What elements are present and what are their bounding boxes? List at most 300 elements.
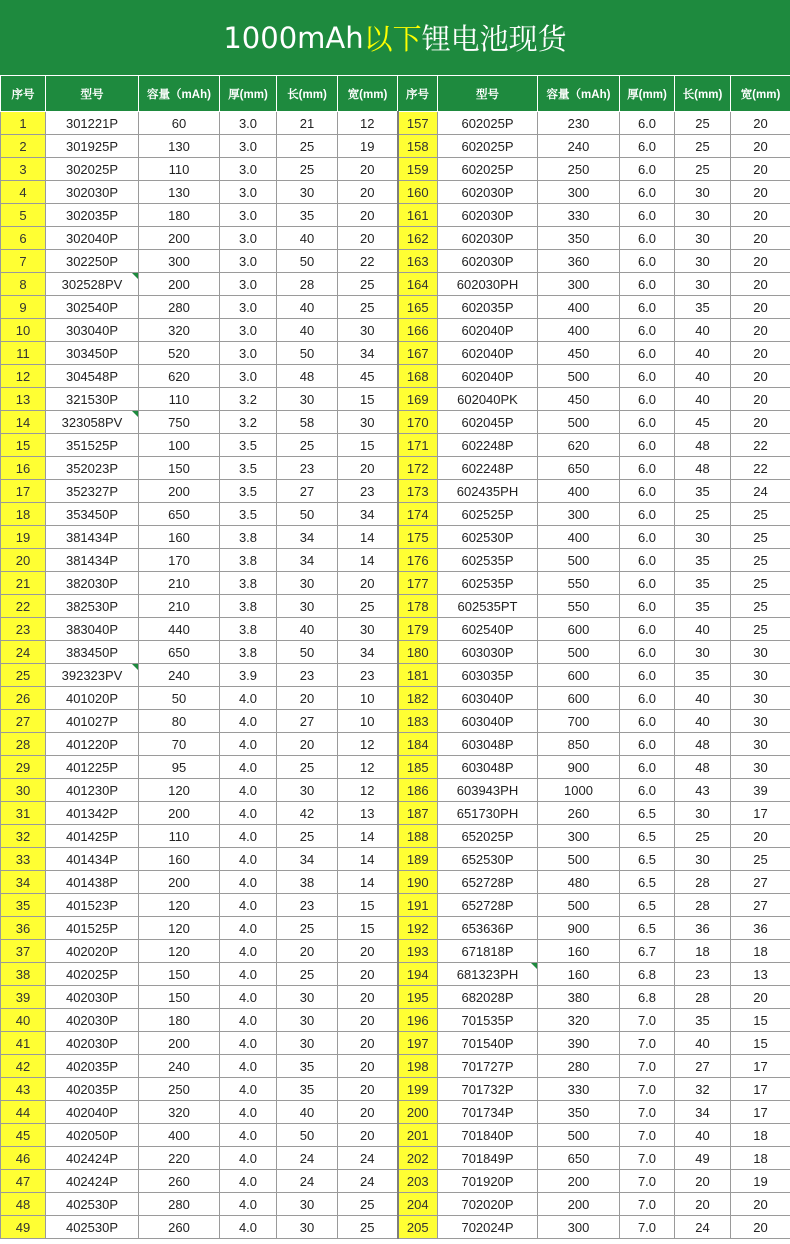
right-length-cell: 25 — [675, 112, 731, 135]
table-row — [1, 227, 790, 250]
right-length-cell: 40 — [675, 319, 731, 342]
right-width-cell: 27 — [731, 894, 790, 917]
left-model-text: 402035P — [65, 1081, 119, 1097]
right-length-cell: 48 — [675, 756, 731, 779]
table-row — [1, 1147, 790, 1170]
left-thickness-cell: 3.0 — [220, 112, 277, 135]
right-index-cell: 170 — [398, 411, 438, 434]
right-model-cell — [438, 687, 538, 710]
right-model-cell — [438, 1032, 538, 1055]
right-model-cell — [438, 296, 538, 319]
left-width-cell: 20 — [338, 1032, 398, 1055]
left-capacity-cell: 160 — [139, 526, 220, 549]
right-model-cell — [438, 181, 538, 204]
right-model-cell — [438, 641, 538, 664]
right-model-text: 602040PK — [457, 391, 518, 407]
right-thickness-cell: 6.0 — [620, 319, 675, 342]
left-thickness-cell: 4.0 — [220, 917, 277, 940]
table-row — [1, 802, 790, 825]
right-index-cell: 168 — [398, 365, 438, 388]
right-thickness-cell: 7.0 — [620, 1032, 675, 1055]
left-width-cell: 20 — [338, 572, 398, 595]
right-width-cell: 25 — [731, 526, 790, 549]
right-thickness-cell: 6.0 — [620, 342, 675, 365]
right-length-cell: 35 — [675, 480, 731, 503]
right-capacity-cell: 350 — [538, 1101, 620, 1124]
left-thickness-cell: 4.0 — [220, 871, 277, 894]
right-thickness-cell: 6.0 — [620, 549, 675, 572]
table-row — [1, 135, 790, 158]
right-capacity-cell: 450 — [538, 388, 620, 411]
left-thickness-cell: 3.0 — [220, 227, 277, 250]
left-width-cell: 34 — [338, 342, 398, 365]
left-index-cell: 6 — [1, 227, 46, 250]
left-index-cell: 32 — [1, 825, 46, 848]
right-length-cell: 48 — [675, 457, 731, 480]
left-index-cell: 24 — [1, 641, 46, 664]
left-length-cell: 50 — [277, 641, 338, 664]
right-thickness-cell: 6.0 — [620, 779, 675, 802]
right-width-cell: 18 — [731, 940, 790, 963]
left-thickness-cell: 4.0 — [220, 848, 277, 871]
right-index-cell: 193 — [398, 940, 438, 963]
right-width-cell: 17 — [731, 1055, 790, 1078]
right-width-cell: 25 — [731, 549, 790, 572]
right-index-cell: 201 — [398, 1124, 438, 1147]
right-model-cell — [438, 273, 538, 296]
right-model-cell — [438, 135, 538, 158]
left-capacity-cell: 110 — [139, 388, 220, 411]
right-width-cell: 18 — [731, 1147, 790, 1170]
right-model-text: 602025P — [461, 115, 514, 131]
table-row — [1, 572, 790, 595]
table-row — [1, 434, 790, 457]
left-model-cell — [46, 802, 139, 825]
right-index-cell: 205 — [398, 1216, 438, 1239]
right-length-cell: 30 — [675, 204, 731, 227]
right-width-cell: 20 — [731, 1193, 790, 1216]
right-thickness-cell: 6.5 — [620, 871, 675, 894]
left-index-cell: 34 — [1, 871, 46, 894]
left-capacity-cell: 210 — [139, 595, 220, 618]
right-length-cell: 23 — [675, 963, 731, 986]
right-length-cell: 43 — [675, 779, 731, 802]
right-index-cell: 158 — [398, 135, 438, 158]
right-capacity-cell: 300 — [538, 1216, 620, 1239]
battery-stock-table — [0, 75, 790, 1239]
right-index-cell: 165 — [398, 296, 438, 319]
right-capacity-cell: 400 — [538, 526, 620, 549]
left-index-cell: 41 — [1, 1032, 46, 1055]
left-capacity-cell: 440 — [139, 618, 220, 641]
left-model-cell — [46, 434, 139, 457]
right-length-cell: 27 — [675, 1055, 731, 1078]
left-model-cell — [46, 710, 139, 733]
right-model-text: 603040P — [461, 690, 514, 706]
header-capacity: 容量（mAh) — [139, 76, 220, 112]
right-model-text: 702024P — [461, 1219, 514, 1235]
left-index-cell: 38 — [1, 963, 46, 986]
right-index-cell: 199 — [398, 1078, 438, 1101]
right-thickness-cell: 6.0 — [620, 457, 675, 480]
right-width-cell: 25 — [731, 572, 790, 595]
right-model-text: 682028P — [461, 989, 514, 1005]
left-model-text: 352327P — [65, 483, 119, 499]
left-width-cell: 20 — [338, 1078, 398, 1101]
left-length-cell: 40 — [277, 227, 338, 250]
right-model-text: 602030P — [461, 184, 514, 200]
right-model-cell — [438, 112, 538, 135]
left-width-cell: 34 — [338, 503, 398, 526]
right-model-text: 701727P — [461, 1058, 514, 1074]
right-width-cell: 30 — [731, 733, 790, 756]
left-model-text: 352023P — [65, 460, 119, 476]
right-thickness-cell: 6.0 — [620, 756, 675, 779]
table-row — [1, 549, 790, 572]
right-index-cell: 166 — [398, 319, 438, 342]
left-capacity-cell: 95 — [139, 756, 220, 779]
left-thickness-cell: 3.8 — [220, 549, 277, 572]
left-length-cell: 24 — [277, 1147, 338, 1170]
left-capacity-cell: 650 — [139, 641, 220, 664]
left-model-cell — [46, 365, 139, 388]
right-capacity-cell: 330 — [538, 204, 620, 227]
left-model-cell — [46, 388, 139, 411]
left-thickness-cell: 3.0 — [220, 135, 277, 158]
left-thickness-cell: 4.0 — [220, 963, 277, 986]
table-row — [1, 181, 790, 204]
right-width-cell: 20 — [731, 296, 790, 319]
left-length-cell: 21 — [277, 112, 338, 135]
right-thickness-cell: 6.0 — [620, 572, 675, 595]
left-capacity-cell: 150 — [139, 963, 220, 986]
left-thickness-cell: 4.0 — [220, 687, 277, 710]
left-length-cell: 34 — [277, 526, 338, 549]
right-model-text: 602435PH — [456, 483, 519, 499]
left-width-cell: 20 — [338, 204, 398, 227]
right-index-cell: 178 — [398, 595, 438, 618]
left-length-cell: 30 — [277, 1193, 338, 1216]
right-model-text: 602248P — [461, 437, 514, 453]
right-length-cell: 30 — [675, 227, 731, 250]
table-row — [1, 940, 790, 963]
table-row — [1, 273, 790, 296]
right-thickness-cell: 7.0 — [620, 1009, 675, 1032]
left-model-cell — [46, 296, 139, 319]
left-length-cell: 40 — [277, 618, 338, 641]
left-width-cell: 20 — [338, 940, 398, 963]
right-index-cell: 175 — [398, 526, 438, 549]
left-model-cell — [46, 595, 139, 618]
table-row — [1, 825, 790, 848]
left-thickness-cell: 4.0 — [220, 1124, 277, 1147]
right-model-cell — [438, 503, 538, 526]
right-capacity-cell: 360 — [538, 250, 620, 273]
right-model-text: 652728P — [461, 874, 514, 890]
left-thickness-cell: 3.8 — [220, 526, 277, 549]
left-width-cell: 15 — [338, 434, 398, 457]
left-length-cell: 50 — [277, 1124, 338, 1147]
left-model-text: 401220P — [65, 736, 119, 752]
left-model-text: 302030P — [65, 184, 119, 200]
comment-marker-icon — [132, 411, 138, 417]
left-model-cell — [46, 503, 139, 526]
right-index-cell: 161 — [398, 204, 438, 227]
left-width-cell: 15 — [338, 388, 398, 411]
left-capacity-cell: 200 — [139, 871, 220, 894]
right-index-cell: 186 — [398, 779, 438, 802]
right-capacity-cell: 200 — [538, 1170, 620, 1193]
right-thickness-cell: 6.0 — [620, 204, 675, 227]
right-model-text: 701920P — [461, 1173, 514, 1189]
right-capacity-cell: 320 — [538, 1009, 620, 1032]
left-index-cell: 13 — [1, 388, 46, 411]
right-index-cell: 176 — [398, 549, 438, 572]
left-length-cell: 25 — [277, 825, 338, 848]
right-model-text: 702020P — [461, 1196, 514, 1212]
right-model-cell — [438, 1216, 538, 1239]
left-index-cell: 28 — [1, 733, 46, 756]
left-model-text: 381434P — [65, 552, 119, 568]
left-index-cell: 42 — [1, 1055, 46, 1078]
left-length-cell: 30 — [277, 1216, 338, 1239]
left-width-cell: 25 — [338, 595, 398, 618]
left-capacity-cell: 400 — [139, 1124, 220, 1147]
left-length-cell: 30 — [277, 986, 338, 1009]
right-index-cell: 163 — [398, 250, 438, 273]
right-capacity-cell: 350 — [538, 227, 620, 250]
right-length-cell: 25 — [675, 158, 731, 181]
right-width-cell: 30 — [731, 687, 790, 710]
right-model-text: 653636P — [461, 920, 514, 936]
left-model-text: 402424P — [65, 1150, 119, 1166]
left-thickness-cell: 4.0 — [220, 1101, 277, 1124]
right-index-cell: 195 — [398, 986, 438, 1009]
right-width-cell: 20 — [731, 342, 790, 365]
left-model-cell — [46, 1124, 139, 1147]
left-model-text: 402025P — [65, 966, 119, 982]
left-index-cell: 2 — [1, 135, 46, 158]
right-index-cell: 162 — [398, 227, 438, 250]
left-thickness-cell: 3.8 — [220, 618, 277, 641]
left-model-cell — [46, 204, 139, 227]
right-capacity-cell: 280 — [538, 1055, 620, 1078]
right-index-cell: 177 — [398, 572, 438, 595]
right-index-cell: 164 — [398, 273, 438, 296]
left-index-cell: 17 — [1, 480, 46, 503]
left-model-cell — [46, 940, 139, 963]
left-model-text: 401525P — [65, 920, 119, 936]
right-width-cell: 13 — [731, 963, 790, 986]
left-model-cell — [46, 572, 139, 595]
right-width-cell: 30 — [731, 710, 790, 733]
right-length-cell: 20 — [675, 1193, 731, 1216]
right-model-cell — [438, 549, 538, 572]
right-index-cell: 167 — [398, 342, 438, 365]
table-row — [1, 250, 790, 273]
left-index-cell: 33 — [1, 848, 46, 871]
right-model-text: 603035P — [461, 667, 514, 683]
right-width-cell: 30 — [731, 756, 790, 779]
table-row — [1, 296, 790, 319]
right-thickness-cell: 6.8 — [620, 963, 675, 986]
right-width-cell: 15 — [731, 1009, 790, 1032]
left-index-cell: 3 — [1, 158, 46, 181]
left-index-cell: 21 — [1, 572, 46, 595]
right-index-cell: 185 — [398, 756, 438, 779]
left-model-cell — [46, 480, 139, 503]
left-length-cell: 20 — [277, 687, 338, 710]
right-model-cell — [438, 204, 538, 227]
left-capacity-cell: 170 — [139, 549, 220, 572]
right-model-cell — [438, 526, 538, 549]
right-thickness-cell: 6.0 — [620, 227, 675, 250]
right-capacity-cell: 400 — [538, 296, 620, 319]
right-model-cell — [438, 457, 538, 480]
right-width-cell: 25 — [731, 503, 790, 526]
left-width-cell: 19 — [338, 135, 398, 158]
left-model-text: 401020P — [65, 690, 119, 706]
left-model-cell — [46, 1147, 139, 1170]
left-width-cell: 20 — [338, 986, 398, 1009]
left-width-cell: 20 — [338, 1009, 398, 1032]
comment-marker-icon — [132, 273, 138, 279]
right-model-text: 603048P — [461, 736, 514, 752]
right-width-cell: 30 — [731, 664, 790, 687]
right-capacity-cell: 500 — [538, 1124, 620, 1147]
right-index-cell: 190 — [398, 871, 438, 894]
left-length-cell: 42 — [277, 802, 338, 825]
right-index-cell: 169 — [398, 388, 438, 411]
left-length-cell: 40 — [277, 319, 338, 342]
left-capacity-cell: 620 — [139, 365, 220, 388]
right-model-text: 603030P — [461, 644, 514, 660]
left-model-text: 402030P — [65, 1035, 119, 1051]
left-index-cell: 46 — [1, 1147, 46, 1170]
right-thickness-cell: 6.0 — [620, 687, 675, 710]
right-length-cell: 35 — [675, 572, 731, 595]
header-index: 序号 — [1, 76, 46, 112]
left-length-cell: 30 — [277, 572, 338, 595]
right-thickness-cell: 6.0 — [620, 503, 675, 526]
left-index-cell: 40 — [1, 1009, 46, 1032]
right-width-cell: 17 — [731, 1078, 790, 1101]
left-width-cell: 23 — [338, 664, 398, 687]
left-thickness-cell: 4.0 — [220, 802, 277, 825]
left-length-cell: 58 — [277, 411, 338, 434]
right-length-cell: 25 — [675, 135, 731, 158]
table-row — [1, 1055, 790, 1078]
left-width-cell: 12 — [338, 779, 398, 802]
left-model-text: 401434P — [65, 851, 119, 867]
left-capacity-cell: 300 — [139, 250, 220, 273]
right-capacity-cell: 240 — [538, 135, 620, 158]
right-thickness-cell: 6.0 — [620, 664, 675, 687]
left-length-cell: 50 — [277, 250, 338, 273]
left-capacity-cell: 130 — [139, 181, 220, 204]
left-model-cell — [46, 411, 139, 434]
left-model-cell — [46, 457, 139, 480]
right-capacity-cell: 600 — [538, 618, 620, 641]
right-thickness-cell: 6.8 — [620, 986, 675, 1009]
left-width-cell: 15 — [338, 894, 398, 917]
right-model-text: 602030P — [461, 230, 514, 246]
right-thickness-cell: 6.0 — [620, 411, 675, 434]
right-thickness-cell: 6.0 — [620, 595, 675, 618]
table-row — [1, 687, 790, 710]
right-model-cell — [438, 618, 538, 641]
right-capacity-cell: 650 — [538, 457, 620, 480]
left-model-cell — [46, 986, 139, 1009]
left-length-cell: 28 — [277, 273, 338, 296]
right-thickness-cell: 6.0 — [620, 434, 675, 457]
left-model-text: 383040P — [65, 621, 119, 637]
left-capacity-cell: 160 — [139, 848, 220, 871]
left-thickness-cell: 4.0 — [220, 710, 277, 733]
left-model-text: 401425P — [65, 828, 119, 844]
table-row — [1, 388, 790, 411]
left-model-cell — [46, 733, 139, 756]
right-thickness-cell: 7.0 — [620, 1170, 675, 1193]
comment-marker-icon — [132, 664, 138, 670]
right-capacity-cell: 450 — [538, 342, 620, 365]
right-length-cell: 49 — [675, 1147, 731, 1170]
right-model-text: 652728P — [461, 897, 514, 913]
table-row — [1, 204, 790, 227]
left-capacity-cell: 130 — [139, 135, 220, 158]
table-row — [1, 503, 790, 526]
left-width-cell: 14 — [338, 848, 398, 871]
left-model-text: 323058PV — [61, 414, 123, 430]
right-model-text: 701734P — [461, 1104, 514, 1120]
table-row — [1, 986, 790, 1009]
table-row — [1, 963, 790, 986]
left-thickness-cell: 4.0 — [220, 894, 277, 917]
left-capacity-cell: 70 — [139, 733, 220, 756]
left-index-cell: 30 — [1, 779, 46, 802]
left-length-cell: 50 — [277, 342, 338, 365]
right-length-cell: 35 — [675, 664, 731, 687]
right-width-cell: 25 — [731, 848, 790, 871]
left-thickness-cell: 3.0 — [220, 342, 277, 365]
right-model-text: 602248P — [461, 460, 514, 476]
right-width-cell: 15 — [731, 1032, 790, 1055]
right-length-cell: 28 — [675, 986, 731, 1009]
header-model: 型号 — [438, 76, 538, 112]
left-capacity-cell: 120 — [139, 894, 220, 917]
left-model-cell — [46, 848, 139, 871]
left-length-cell: 25 — [277, 434, 338, 457]
left-length-cell: 27 — [277, 710, 338, 733]
left-capacity-cell: 260 — [139, 1216, 220, 1239]
right-index-cell: 191 — [398, 894, 438, 917]
right-index-cell: 157 — [398, 112, 438, 135]
right-model-cell — [438, 572, 538, 595]
left-index-cell: 8 — [1, 273, 46, 296]
left-length-cell: 25 — [277, 158, 338, 181]
left-index-cell: 35 — [1, 894, 46, 917]
right-length-cell: 30 — [675, 181, 731, 204]
left-capacity-cell: 200 — [139, 273, 220, 296]
left-model-cell — [46, 1170, 139, 1193]
left-index-cell: 27 — [1, 710, 46, 733]
left-model-text: 402030P — [65, 1012, 119, 1028]
table-row — [1, 1032, 790, 1055]
left-model-cell — [46, 250, 139, 273]
right-capacity-cell: 200 — [538, 1193, 620, 1216]
left-model-text: 401230P — [65, 782, 119, 798]
left-width-cell: 12 — [338, 112, 398, 135]
